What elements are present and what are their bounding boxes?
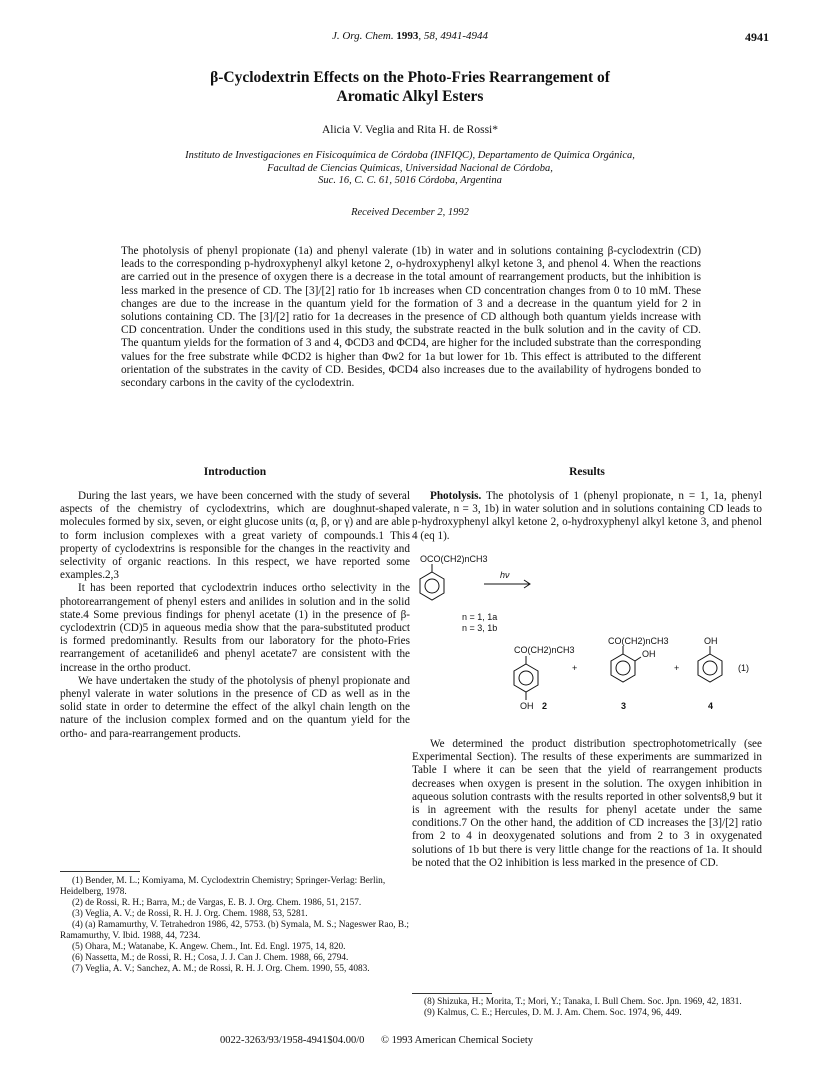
aromatic-circle <box>425 579 439 593</box>
introduction-body <box>60 490 410 741</box>
affiliation-line-2: Facultad de Ciencias Químicas, Universidad Nacional de Córdoba, <box>267 162 553 174</box>
reaction-scheme <box>412 554 762 720</box>
compound-label-3: 3 <box>621 701 627 711</box>
title-line-1: β-Cyclodextrin Effects on the Photo-Fries Rearrangement of <box>210 69 610 86</box>
article-code: 0022-3263/93/1958-4941$04.00/0 <box>220 1035 365 1046</box>
p2-ketone-label: CO(CH2)nCH3 <box>514 645 575 655</box>
compound-label-4: 4 <box>708 701 714 711</box>
plus-sign: + <box>572 663 578 673</box>
authors: Alicia V. Veglia and Rita H. de Rossi* <box>321 124 498 136</box>
footnotes-right <box>412 997 762 1019</box>
footnote: (3) Veglia, A. V.; de Rossi, R. H. J. Org. Chem. 1988, 53, 5281. <box>72 909 308 919</box>
intro-paragraph-1: During the last years, we have been concerned with the study of several aspects of the chemistry of cyclodextrins, which are doughnut-shaped molecules formed by six, seven, or eight glucose units (α, β, or γ) and are able to form inclusion complexes with a great variety of compounds.1 This property of cyclodextrins is responsible for the changes in the reactivity and selectivity of organic reactions. In this respect, we have reported some examples.2,3 <box>60 490 410 582</box>
journal-year: 1993 <box>396 30 419 42</box>
p3-ketone-label: CO(CH2)nCH3 <box>608 636 669 646</box>
aromatic-circle <box>519 671 533 685</box>
abstract: The photolysis of phenyl propionate (1a) and phenyl valerate (1b) in water and in solutions containing β-cyclodextrin (CD) leads to the corresponding p-hydroxyphenyl alkyl ketone 2, o-hydroxyphenyl alkyl ketone 3, and phenol 4. When the reactions are carried out in the presence of oxygen there is a decrease in the total amount of rearrangement products, but the inhibition is less marked in the presence of CD. The [3]/[2] ratio for 1b increases when CD concentration changes from 0 to 10 mM. These changes are due to the increase in the quantum yield for the formation of 3 and a decrease in the quantum yield for 2 in solutions containing CD. The [3]/[2] ratio for 1a decreases in the presence of CD although both quantum yields increase with CD concentration. Under the conditions used in this study, the substrate reacted in the bulk solution and in the cavity of CD. The quantum yields for the formation of 3 and 4, ΦCD3 and ΦCD4, are higher for the included substrate than the corresponding values for the free substrate while ΦCD2 is higher than Φw2 for 1a but lower for 1b. This effect is attributed to the different orientation of the substrates in the cavity of CD. Besides, ΦCD4 also increases due to the availability of hydrogens bonded to secondary carbons in the cavity of the cyclodextrin. <box>121 245 701 390</box>
footnote-divider <box>60 871 140 872</box>
equation-number: (1) <box>738 663 749 673</box>
p4-oh-label: OH <box>704 636 718 646</box>
footnote: (5) Ohara, M.; Watanabe, K. Angew. Chem., Int. Ed. Engl. 1975, 14, 820. <box>72 942 346 952</box>
footnote: (8) Shizuka, H.; Morita, T.; Mori, Y.; Tanaka, I. Bull Chem. Soc. Jpn. 1969, 42, 1831. <box>424 997 742 1007</box>
affiliation <box>100 150 720 188</box>
introduction-heading: Introduction <box>203 466 267 478</box>
footnote: (7) Veglia, A. V.; Sanchez, A. M.; de Rossi, R. H. J. Org. Chem. 1990, 55, 4083. <box>72 964 370 974</box>
hv-label: hν <box>500 570 510 580</box>
compound-label-2: 2 <box>542 701 548 711</box>
page-number: 4941 <box>745 30 769 44</box>
footnote-divider <box>412 993 492 994</box>
aromatic-circle <box>703 661 717 675</box>
aromatic-circle <box>616 661 630 675</box>
benzene-ring <box>514 664 538 692</box>
affiliation-line-1: Instituto de Investigaciones en Fisicoquímica de Córdoba (INFIQC), Departamento de Química Orgánica, <box>185 150 635 161</box>
page-footer <box>220 1035 620 1046</box>
results-paragraph-2: We determined the product distribution spectrophotometrically (see Experimental Section). The results of these experiments are summarized in Table I where it can be seen that the yield of rearrangement products decreases when oxygen is present in the solution. The oxygen inhibition in aqueous solution contrasts with the results reported in other solvents8,9 but it is in agreement with the results for phenyl acetate under the same conditions.7 On the other hand, the addition of CD increases the [3]/[2] ratio from 2 to 4 in deoxygenated solutions and from 2 to 3 in oxygenated solutions of 1b but there is very little change for the reactions of 1a. It should be noted that the O2 inhibition is less marked in the presence of CD. <box>412 738 762 869</box>
copyright: © 1993 American Chemical Society <box>381 1035 534 1046</box>
received-date: Received December 2, 1992 <box>351 207 469 218</box>
n3-label: n = 3, 1b <box>462 623 498 633</box>
footnote: (6) Nassetta, M.; de Rossi, R. H.; Cosa, J. J. Can J. Chem. 1988, 66, 2794. <box>72 953 349 963</box>
ester-group-label: OCO(CH2)nCH3 <box>420 554 488 564</box>
benzene-ring <box>698 654 722 682</box>
footnote: (9) Kalmus, C. E.; Hercules, D. M. J. Am. Chem. Soc. 1974, 96, 449. <box>424 1008 682 1018</box>
plus-sign: + <box>674 663 680 673</box>
n1-label: n = 1, 1a <box>462 612 498 622</box>
footnote: (4) (a) Ramamurthy, V. Tetrahedron 1986, 42, 5753. (b) Symala, M. S.; Nageswer Rao, B.; Ramamurthy, V. Ibid. 1988, 44, 7234. <box>60 920 409 941</box>
results-paragraph-1: Photolysis. The photolysis of 1 (phenyl propionate, n = 1, 1a, phenyl valerate, n = 3, 1b) in water solution and in solutions containing CD leads to p-hydroxyphenyl alkyl ketone 2, o-hydroxyphenyl alkyl ketone 3, and phenol 4 (eq 1). <box>412 490 762 542</box>
paper-title <box>60 68 760 106</box>
benzene-ring <box>611 654 635 682</box>
footnotes-left <box>60 876 410 975</box>
intro-paragraph-3: We have undertaken the study of the photolysis of phenyl propionate and phenyl valerate in water solutions in the presence of CD as well as in the solid state in order to determine the effect of the alkyl chain length on the nature of the inclusion complex formed and on the quantum yield for the ortho- and para-rearrangement products. <box>60 674 410 740</box>
results-body-2 <box>412 738 762 870</box>
results-heading: Results <box>569 466 605 478</box>
title-line-2: Aromatic Alkyl Esters <box>336 88 484 105</box>
journal-citation: J. Org. Chem. 1993, 58, 4941-4944 <box>331 30 489 42</box>
footnote: (2) de Rossi, R. H.; Barra, M.; de Vargas, E. B. J. Org. Chem. 1986, 51, 2157. <box>72 898 362 908</box>
p2-oh-label: OH <box>520 701 534 711</box>
results-body-1 <box>412 490 762 543</box>
affiliation-line-3: Suc. 16, C. C. 61, 5016 Córdoba, Argentina <box>318 175 502 186</box>
footnote: (1) Bender, M. L.; Komiyama, M. Cyclodextrin Chemistry; Springer-Verlag: Berlin, Heidelberg, 1978. <box>60 876 386 897</box>
photolysis-run-in: Photolysis. <box>430 490 482 502</box>
bond <box>635 657 641 661</box>
intro-paragraph-2: It has been reported that cyclodextrin induces ortho selectivity in the photorearrangement of phenyl esters and anilides in solution and in the solid state.4 Some previous findings for phenyl acetate (1) in the presence of β-cyclodextrin (CD)5 in aqueous media show that the para-substituted product is formed predominantly. Results from our laboratory for the photo-Fries rearrangement of acetanilide6 and phenyl acetate7 are consistent with the increase in the ortho product. <box>60 582 410 674</box>
benzene-ring <box>420 572 444 600</box>
p3-oh-label: OH <box>642 649 656 659</box>
